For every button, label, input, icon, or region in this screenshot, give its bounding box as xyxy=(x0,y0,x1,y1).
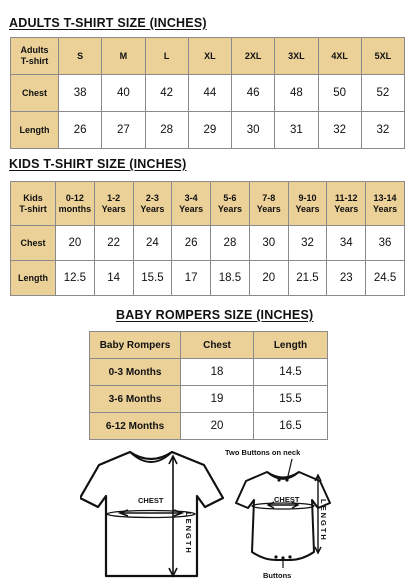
adults-value-cell: 52 xyxy=(361,75,404,112)
kids-size-header xyxy=(366,182,405,226)
tshirt-outline-illustration xyxy=(80,446,230,581)
adults-size-header: 5XL xyxy=(361,38,404,75)
baby-column-header: Baby Rompers xyxy=(90,332,181,359)
adults-value-cell: 28 xyxy=(145,112,188,149)
kids-row-label: Chest xyxy=(11,226,56,261)
adults-value-cell: 44 xyxy=(188,75,231,112)
kids-value-cell: 20 xyxy=(249,261,288,296)
kids-value-cell: 22 xyxy=(94,226,133,261)
kids-size-header-line: 2-3 xyxy=(145,192,159,203)
adults-value-cell: 46 xyxy=(232,75,275,112)
kids-size-header xyxy=(327,182,366,226)
kids-size-header-line: 3-4 xyxy=(184,192,198,203)
adults-corner-header-line: T-shirt xyxy=(20,56,49,66)
kids-size-header-line: 0-12 xyxy=(65,192,84,203)
adults-value-cell: 27 xyxy=(102,112,145,149)
kids-size-header-line: Years xyxy=(295,203,320,214)
adults-size-header: S xyxy=(59,38,102,75)
adults-value-cell: 29 xyxy=(188,112,231,149)
adults-size-header: 4XL xyxy=(318,38,361,75)
baby-chest-cell: 19 xyxy=(181,386,254,413)
kids-value-cell: 30 xyxy=(249,226,288,261)
kids-corner-header-line: T-shirt xyxy=(19,203,47,214)
two-buttons-label: Two Buttons on neck xyxy=(225,448,301,457)
kids-value-cell: 18.5 xyxy=(211,261,250,296)
baby-title: BABY ROMPERS SIZE (INCHES) xyxy=(116,308,314,322)
kids-row-label: Length xyxy=(11,261,56,296)
kids-size-header-line: Years xyxy=(101,203,126,214)
kids-size-header-line: months xyxy=(58,203,92,214)
adults-size-table xyxy=(10,37,405,149)
kids-corner-header xyxy=(11,182,56,226)
kids-value-cell: 28 xyxy=(211,226,250,261)
adults-row-label: Length xyxy=(11,112,59,149)
adults-value-cell: 48 xyxy=(275,75,318,112)
kids-size-header xyxy=(56,182,95,226)
kids-size-header-line: 7-8 xyxy=(262,192,276,203)
adults-size-header: M xyxy=(102,38,145,75)
adults-value-cell: 50 xyxy=(318,75,361,112)
tshirt-length-label: LENGTH xyxy=(184,512,193,555)
romper-length-label: LENGTH xyxy=(319,499,328,542)
kids-size-header-line: Years xyxy=(334,203,359,214)
kids-title: KIDS T-SHIRT SIZE (INCHES) xyxy=(9,157,187,171)
baby-chest-cell: 20 xyxy=(181,413,254,440)
kids-size-header-line: Years xyxy=(140,203,165,214)
adults-row-label: Chest xyxy=(11,75,59,112)
kids-size-header xyxy=(211,182,250,226)
kids-size-header xyxy=(249,182,288,226)
kids-value-cell: 34 xyxy=(327,226,366,261)
buttons-label: Buttons xyxy=(263,571,292,580)
kids-value-cell: 26 xyxy=(172,226,211,261)
romper-chest-label: CHEST xyxy=(274,495,300,504)
kids-size-header-line: 9-10 xyxy=(298,192,317,203)
adults-value-cell: 40 xyxy=(102,75,145,112)
kids-value-cell: 32 xyxy=(288,226,327,261)
kids-size-header-line: 5-6 xyxy=(223,192,237,203)
tshirt-chest-label: CHEST xyxy=(138,496,164,505)
adults-size-header: L xyxy=(145,38,188,75)
adults-size-header: 2XL xyxy=(232,38,275,75)
baby-length-cell: 14.5 xyxy=(254,359,328,386)
adults-value-cell: 31 xyxy=(275,112,318,149)
adults-value-cell: 38 xyxy=(59,75,102,112)
adults-value-cell: 32 xyxy=(361,112,404,149)
adults-size-header: 3XL xyxy=(275,38,318,75)
kids-value-cell: 14 xyxy=(94,261,133,296)
kids-size-header-line: Years xyxy=(373,203,398,214)
baby-column-header: Length xyxy=(254,332,328,359)
kids-size-table xyxy=(10,181,405,296)
kids-value-cell: 24.5 xyxy=(366,261,405,296)
kids-value-cell: 12.5 xyxy=(56,261,95,296)
kids-corner-header-line: Kids xyxy=(23,192,43,203)
kids-size-header-line: 1-2 xyxy=(107,192,121,203)
adults-title: ADULTS T-SHIRT SIZE (INCHES) xyxy=(9,16,207,30)
adults-value-cell: 32 xyxy=(318,112,361,149)
kids-value-cell: 36 xyxy=(366,226,405,261)
kids-value-cell: 21.5 xyxy=(288,261,327,296)
adults-size-header: XL xyxy=(188,38,231,75)
kids-size-header-line: 13-14 xyxy=(373,192,397,203)
baby-row-label: 3-6 Months xyxy=(90,386,181,413)
baby-chest-cell: 18 xyxy=(181,359,254,386)
baby-row-label: 6-12 Months xyxy=(90,413,181,440)
adults-value-cell: 26 xyxy=(59,112,102,149)
baby-row-label: 0-3 Months xyxy=(90,359,181,386)
adults-corner-header xyxy=(11,38,59,75)
kids-value-cell: 20 xyxy=(56,226,95,261)
kids-value-cell: 24 xyxy=(133,226,172,261)
kids-size-header-line: Years xyxy=(256,203,281,214)
adults-corner-header-line: Adults xyxy=(20,45,49,55)
kids-size-header xyxy=(94,182,133,226)
kids-value-cell: 17 xyxy=(172,261,211,296)
kids-size-header-line: 11-12 xyxy=(334,192,358,203)
adults-value-cell: 42 xyxy=(145,75,188,112)
kids-value-cell: 23 xyxy=(327,261,366,296)
baby-length-cell: 15.5 xyxy=(254,386,328,413)
baby-size-table xyxy=(89,331,328,440)
adults-value-cell: 30 xyxy=(232,112,275,149)
kids-size-header xyxy=(133,182,172,226)
baby-length-cell: 16.5 xyxy=(254,413,328,440)
kids-size-header xyxy=(172,182,211,226)
kids-size-header-line: Years xyxy=(179,203,204,214)
kids-size-header xyxy=(288,182,327,226)
kids-value-cell: 15.5 xyxy=(133,261,172,296)
kids-size-header-line: Years xyxy=(217,203,242,214)
baby-column-header: Chest xyxy=(181,332,254,359)
